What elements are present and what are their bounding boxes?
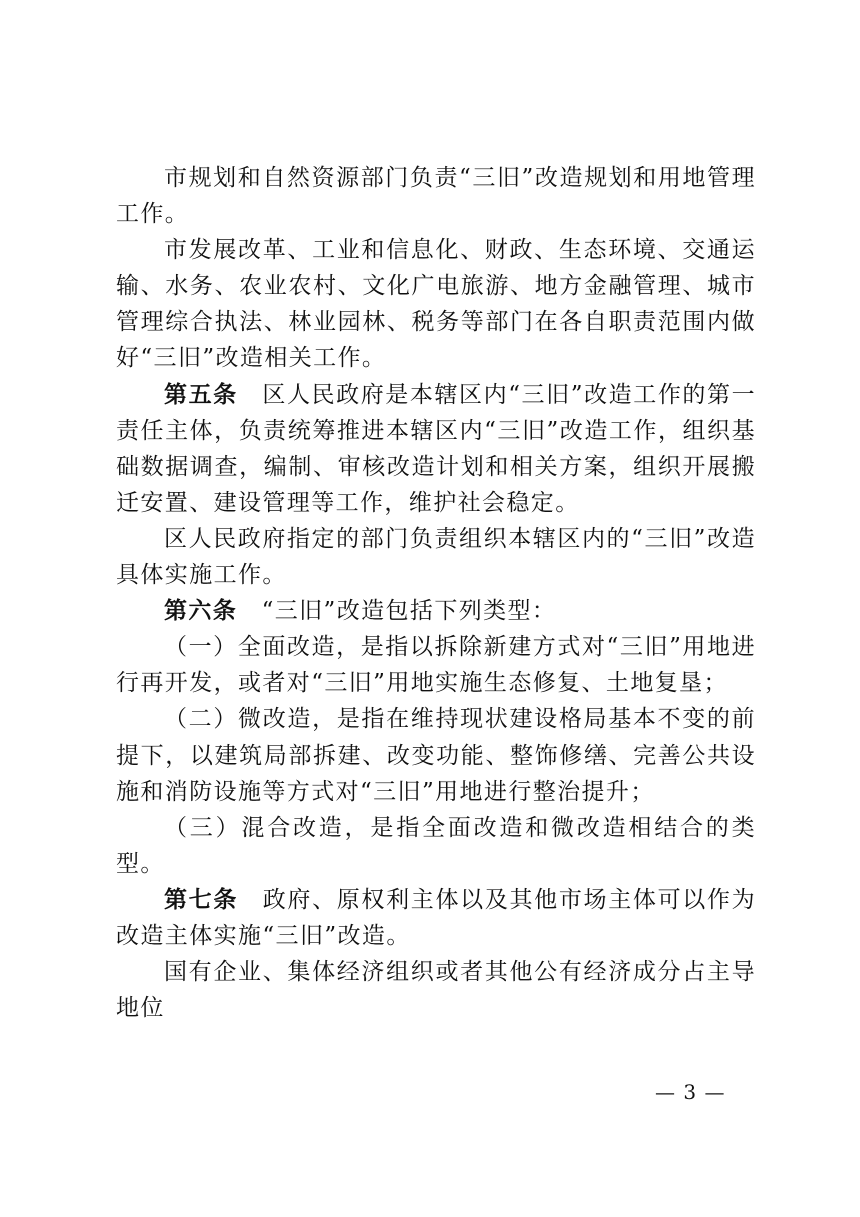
- paragraph: [116, 377, 756, 521]
- paragraph: [116, 701, 756, 809]
- paragraph-text: （二）微改造，是指在维持现状建设格局基本不变的前提下，以建筑局部拆建、改变功能、整饰修缮、完善公共设施和消防设施等方式对“三旧”用地进行整治提升；: [116, 706, 756, 805]
- paragraph: [116, 810, 756, 882]
- paragraph: [116, 521, 756, 593]
- paragraph: [116, 954, 756, 1026]
- paragraph-text: （三）混合改造，是指全面改造和微改造相结合的类型。: [116, 814, 756, 877]
- paragraph: [116, 593, 756, 629]
- paragraph: [116, 232, 756, 376]
- paragraph: [116, 882, 756, 954]
- paragraph-text: 市规划和自然资源部门负责“三旧”改造规划和用地管理工作。: [116, 165, 756, 228]
- article-heading: 第七条: [164, 885, 239, 913]
- article-heading: 第六条: [164, 597, 238, 625]
- body-text: [116, 160, 756, 1026]
- paragraph-text: 政府、原权利主体以及其他市场主体可以作为改造主体实施“三旧”改造。: [116, 886, 757, 949]
- paragraph: [116, 629, 756, 701]
- paragraph-text: （一）全面改造，是指以拆除新建方式对“三旧”用地进行再开发，或者对“三旧”用地实施生态修复、土地复垦；: [116, 634, 756, 697]
- paragraph-text: 市发展改革、工业和信息化、财政、生态环境、交通运输、水务、农业农村、文化广电旅游、地方金融管理、城市管理综合执法、林业园林、税务等部门在各自职责范围内做好“三旧”改造相关工作。: [116, 237, 756, 372]
- paragraph-text: 区人民政府是本辖区内“三旧”改造工作的第一责任主体，负责统筹推进本辖区内“三旧”改造工作，组织基础数据调查，编制、审核改造计划和相关方案，组织开展搬迁安置、建设管理等工作，维护社会稳定。: [116, 381, 756, 516]
- article-heading: 第五条: [164, 380, 238, 408]
- page-number: — 3 —: [655, 1080, 726, 1104]
- paragraph-text: 国有企业、集体经济组织或者其他公有经济成分占主导地位: [116, 959, 756, 1022]
- paragraph-text: “三旧”改造包括下列类型：: [237, 598, 557, 625]
- paragraph: [116, 160, 756, 232]
- paragraph-text: 区人民政府指定的部门负责组织本辖区内的“三旧”改造具体实施工作。: [116, 525, 756, 589]
